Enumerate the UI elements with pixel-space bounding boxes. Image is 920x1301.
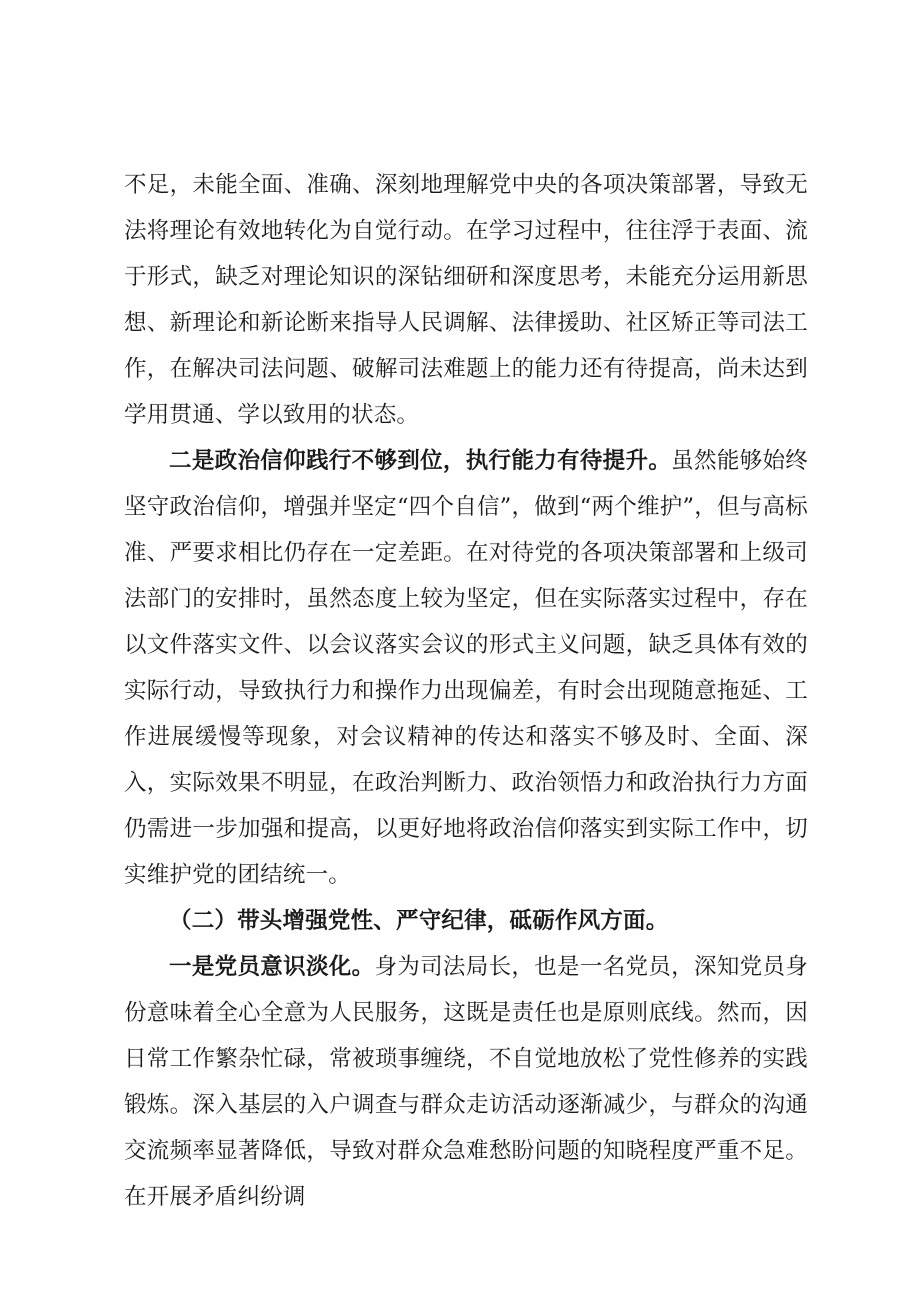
document-body	[124, 162, 808, 1220]
paragraph-text: 身为司法局长，也是一名党员，深知党员身份意味着全心全意为人民服务，这既是责任也是原则底线。然而，因日常工作繁杂忙碌，常被琐事缠绕，不自觉地放松了党性修养的实践锻炼。深入基层的入户调查与群众走访活动逐渐减少，与群众的沟通交流频率显著降低，导致对群众急难愁盼问题的知晓程度严重不足。在开展矛盾纠纷调	[124, 954, 808, 1210]
paragraph-text: 虽然能够始终坚守政治信仰，增强并坚定“四个自信”，做到“两个维护”，但与高标准、严要求相比仍存在一定差距。在对待党的各项决策部署和上级司法部门的安排时，虽然态度上较为坚定，但在实际落实过程中，存在以文件落实文件、以会议落实会议的形式主义问题，缺乏具体有效的实际行动，导致执行力和操作力出现偏差，有时会出现随意拖延、工作进展缓慢等现象，对会议精神的传达和落实不够及时、全面、深入，实际效果不明显，在政治判断力、政治领悟力和政治执行力方面仍需进一步加强和提高，以更好地将政治信仰落实到实际工作中，切实维护党的团结统一。	[124, 448, 809, 888]
paragraph-party-awareness	[124, 944, 808, 1220]
paragraph-continuation	[124, 162, 808, 438]
section-heading: （二）带头增强党性、严守纪律，砥砺作风方面。	[169, 908, 669, 934]
paragraph-text: 不足，未能全面、准确、深刻地理解党中央的各项决策部署，导致无法将理论有效地转化为自觉行动。在学习过程中，往往浮于表面、流于形式，缺乏对理论知识的深钻细研和深度思考，未能充分运用新思想、新理论和新论断来指导人民调解、法律援助、社区矫正等司法工作，在解决司法问题、破解司法难题上的能力还有待提高，尚未达到学用贯通、学以致用的状态。	[124, 172, 808, 428]
paragraph-lead: 二是政治信仰践行不够到位，执行能力有待提升。	[169, 448, 672, 474]
paragraph-lead: 一是党员意识淡化。	[169, 954, 375, 980]
paragraph-political-belief	[124, 438, 808, 898]
